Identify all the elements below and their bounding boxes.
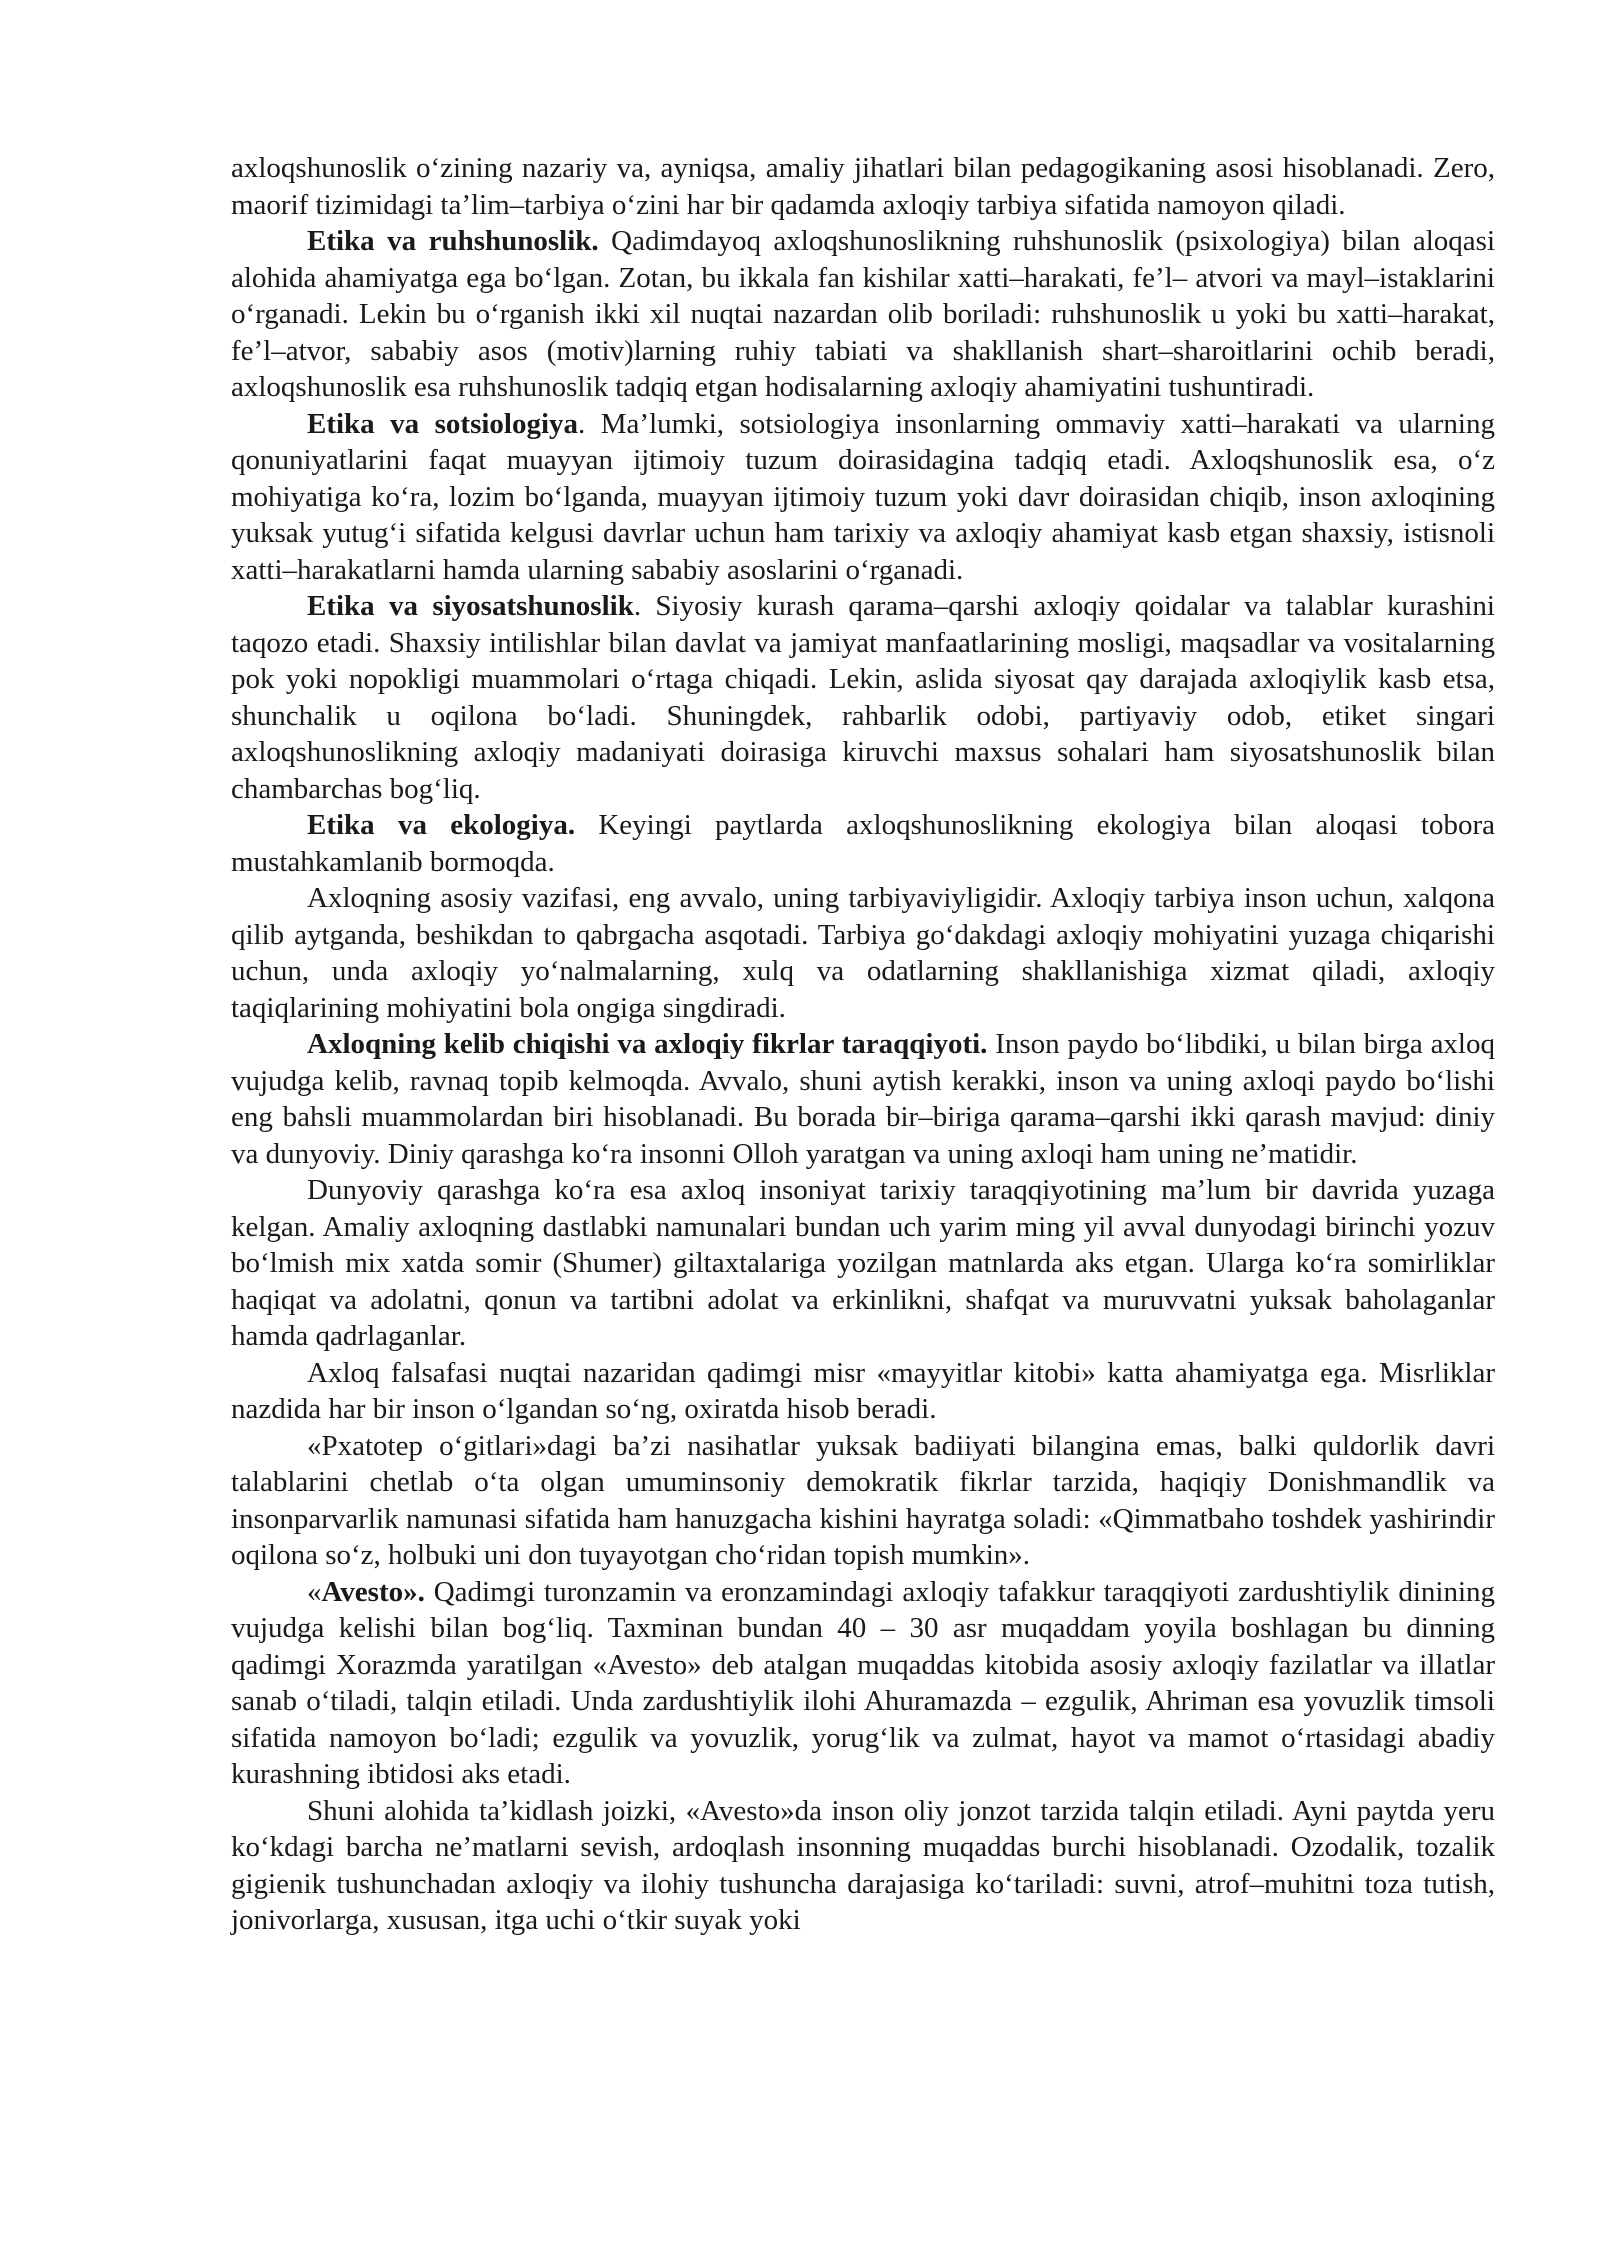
paragraph-avesto — [231, 1574, 1495, 1793]
paragraph-text: «Pxatotep o‘gitlari»dagi ba’zi nasihatlar yuksak badiiyati bilangina emas, balki quldorlik davri talablarini chetlab o‘ta olgan umuminsoniy demokratik fikrlar tarzida, haqiqiy Donishmandlik va insonparvarlik namunasi sifatida ham hanuzgacha kishini hayratga soladi: «Qimmatbaho toshdek yashirindir oqilona so‘z, holbuki uni don tuyayotgan cho‘ridan topish mumkin». — [231, 1429, 1495, 1571]
section-heading: Etika va ruhshunoslik. — [307, 225, 599, 257]
document-page — [231, 150, 1495, 1939]
paragraph-text: axloqshunoslik o‘zining nazariy va, ayniqsa, amaliy jihatlari bilan pedagogikaning asosi hisoblanadi. Zero, maorif tizimidagi ta’lim–tarbiya o‘zini har bir qadamda axloqiy tarbiya sifatida namoyon qiladi. — [231, 152, 1495, 221]
paragraph — [231, 1172, 1495, 1355]
paragraph-etika-ruhshunoslik — [231, 223, 1495, 406]
paragraph-text: . Siyosiy kurash qarama–qarshi axloqiy qoidalar va talablar kurashini taqozo etadi. Shaxsiy intilishlar bilan davlat va jamiyat manfaatlarining mosligi, maqsadlar va vositalarning pok yoki nopokligi muammolari o‘rtaga chiqadi. Lekin, aslida siyosat qay darajada axloqiylik kasb etsa, shunchalik u oqilona bo‘ladi. Shuningdek, rahbarlik odobi, partiyaviy odob, etiket singari axloqshunoslikning axloqiy madaniyati doirasiga kiruvchi maxsus sohalari ham siyosatshunoslik bilan chambarchas bog‘liq. — [231, 590, 1495, 805]
paragraph — [231, 880, 1495, 1026]
paragraph-text: . Ma’lumki, sotsiologiya insonlarning ommaviy xatti–harakati va ularning qonuniyatlarini faqat muayyan ijtimoiy tuzum doirasidagina tadqiq etadi. Axloqshunoslik esa, o‘z mohiyatiga ko‘ra, lozim bo‘lganda, muayyan ijtimoiy tuzum yoki davr doirasidan chiqib, inson axloqining yuksak yutug‘i sifatida kelgusi davrlar uchun ham tarixiy va axloqiy ahamiyat kasb etgan shaxsiy, istisnoli xatti–harakatlarni hamda ularning sababiy asoslarini o‘rganadi. — [231, 407, 1495, 586]
section-heading: Avesto». — [321, 1575, 425, 1608]
paragraph — [231, 1428, 1495, 1574]
section-heading: Etika va siyosatshunoslik — [307, 590, 634, 622]
paragraph-text: Shuni alohida ta’kidlash joizki, «Avesto»da inson oliy jonzot tarzida talqin etiladi. Ayni paytda yeru ko‘kdagi barcha ne’matlarni sevish, ardoqlash insonning muqaddas burchi hisoblanadi. Ozodalik, tozalik gigienik tushunchadan axloqiy va ilohiy tushuncha darajasiga ko‘tariladi: suvni, atrof–muhitni toza tutish, jonivorlarga, xususan, itga uchi o‘tkir suyak yoki — [231, 1794, 1495, 1936]
paragraph-etika-sotsiologiya — [231, 406, 1495, 589]
paragraph-text: Axloqning asosiy vazifasi, eng avvalo, uning tarbiyaviyligidir. Axloqiy tarbiya inson uchun, xalqona qilib aytganda, beshikdan to qabrgacha asqotadi. Tarbiya go‘dakdagi axloqiy mohiyatini yuzaga chiqarishi uchun, unda axloqiy yo‘nalmalarning, xulq va odatlarning shakllanishiga xizmat qiladi, axloqiy taqiqlarining mohiyatini bola ongiga singdiradi. — [231, 882, 1495, 1024]
paragraph-text: Qadimdayoq axloqshunoslikning ruhshunoslik (psixologiya) bilan aloqasi alohida ahamiyatga ega bo‘lgan. Zotan, bu ikkala fan kishilar xatti–harakati, fe’l– atvori va mayl–istaklarini o‘rganadi. Lekin bu o‘rganish ikki xil nuqtai nazardan olib boriladi: ruhshunoslik u yoki bu xatti–harakat, fe’l–atvor, sababiy asos (motiv)larning ruhiy tabiati va shakllanish shart–sharoitlarini ochib beradi, axloqshunoslik esa ruhshunoslik tadqiq etgan hodisalarning axloqiy ahamiyatini tushuntiradi. — [231, 225, 1496, 403]
paragraph — [231, 1355, 1495, 1428]
section-heading: Etika va ekologiya. — [307, 809, 576, 841]
paragraph-text: Qadimgi turonzamin va eronzamindagi axloqiy tafakkur taraqqiyoti zardushtiylik dinining vujudga kelishi bilan bog‘liq. Taxminan bundan 40 – 30 asr muqaddam yoyila boshlagan bu dinning qadimgi Xorazmda yaratilgan «Avesto» deb atalgan muqaddas kitobida asosiy axloqiy fazilatlar va illatlar sanab o‘tiladi, talqin etiladi. Unda zardushtiylik ilohi Ahuramazda – ezgulik, Ahriman esa yovuzlik timsoli sifatida namoyon bo‘ladi; ezgulik va yovuzlik, yorug‘lik va zulmat, hayot va mamot o‘rtasidagi abadiy kurashning ibtidosi aks etadi. — [231, 1575, 1495, 1790]
paragraph-text: Dunyoviy qarashga ko‘ra esa axloq insoniyat tarixiy taraqqiyotining ma’lum bir davrida yuzaga kelgan. Amaliy axloqning dastlabki namunalari bundan uch yarim ming yil avval dunyodagi birinchi yozuv bo‘lmish mix xatda somir (Shumer) giltaxtalariga yozilgan matnlarda aks etgan. Ularga ko‘ra somirliklar haqiqat va adolatni, qonun va tartibni adolat va erkinlikni, shafqat va muruvvatni yuksak baholaganlar hamda qadrlaganlar. — [231, 1174, 1495, 1352]
section-heading: Axloqning kelib chiqishi va axloqiy fikrlar taraqqiyoti. — [307, 1028, 988, 1060]
paragraph — [231, 150, 1495, 223]
paragraph — [231, 1793, 1495, 1939]
paragraph-etika-ekologiya — [231, 807, 1495, 880]
section-heading: Etika va sotsiologiya — [307, 407, 579, 440]
paragraph-text: Keyingi paytlarda axloqshunoslikning ekologiya bilan aloqasi tobora mustahkamlanib bormoqda. — [231, 809, 1495, 878]
paragraph-axloqning-kelib-chiqishi — [231, 1026, 1495, 1172]
paragraph-text: Axloq falsafasi nuqtai nazaridan qadimgi misr «mayyitlar kitobi» katta ahamiyatga ega. Misrliklar nazdida har bir inson o‘lgandan so‘ng, oxiratda hisob beradi. — [231, 1356, 1495, 1425]
paragraph-etika-siyosatshunoslik — [231, 588, 1495, 807]
quote-mark: « — [307, 1575, 322, 1608]
paragraph-text: Inson paydo bo‘libdiki, u bilan birga axloq vujudga kelib, ravnaq topib kelmoqda. Avvalo, shuni aytish kerakki, inson va uning axloqi paydo bo‘lishi eng bahsli muammolardan biri hisoblanadi. Bu borada bir–biriga qarama–qarshi ikki qarash mavjud: diniy va dunyoviy. Diniy qarashga ko‘ra insonni Olloh yaratgan va uning axloqi ham uning ne’matidir. — [231, 1028, 1495, 1170]
